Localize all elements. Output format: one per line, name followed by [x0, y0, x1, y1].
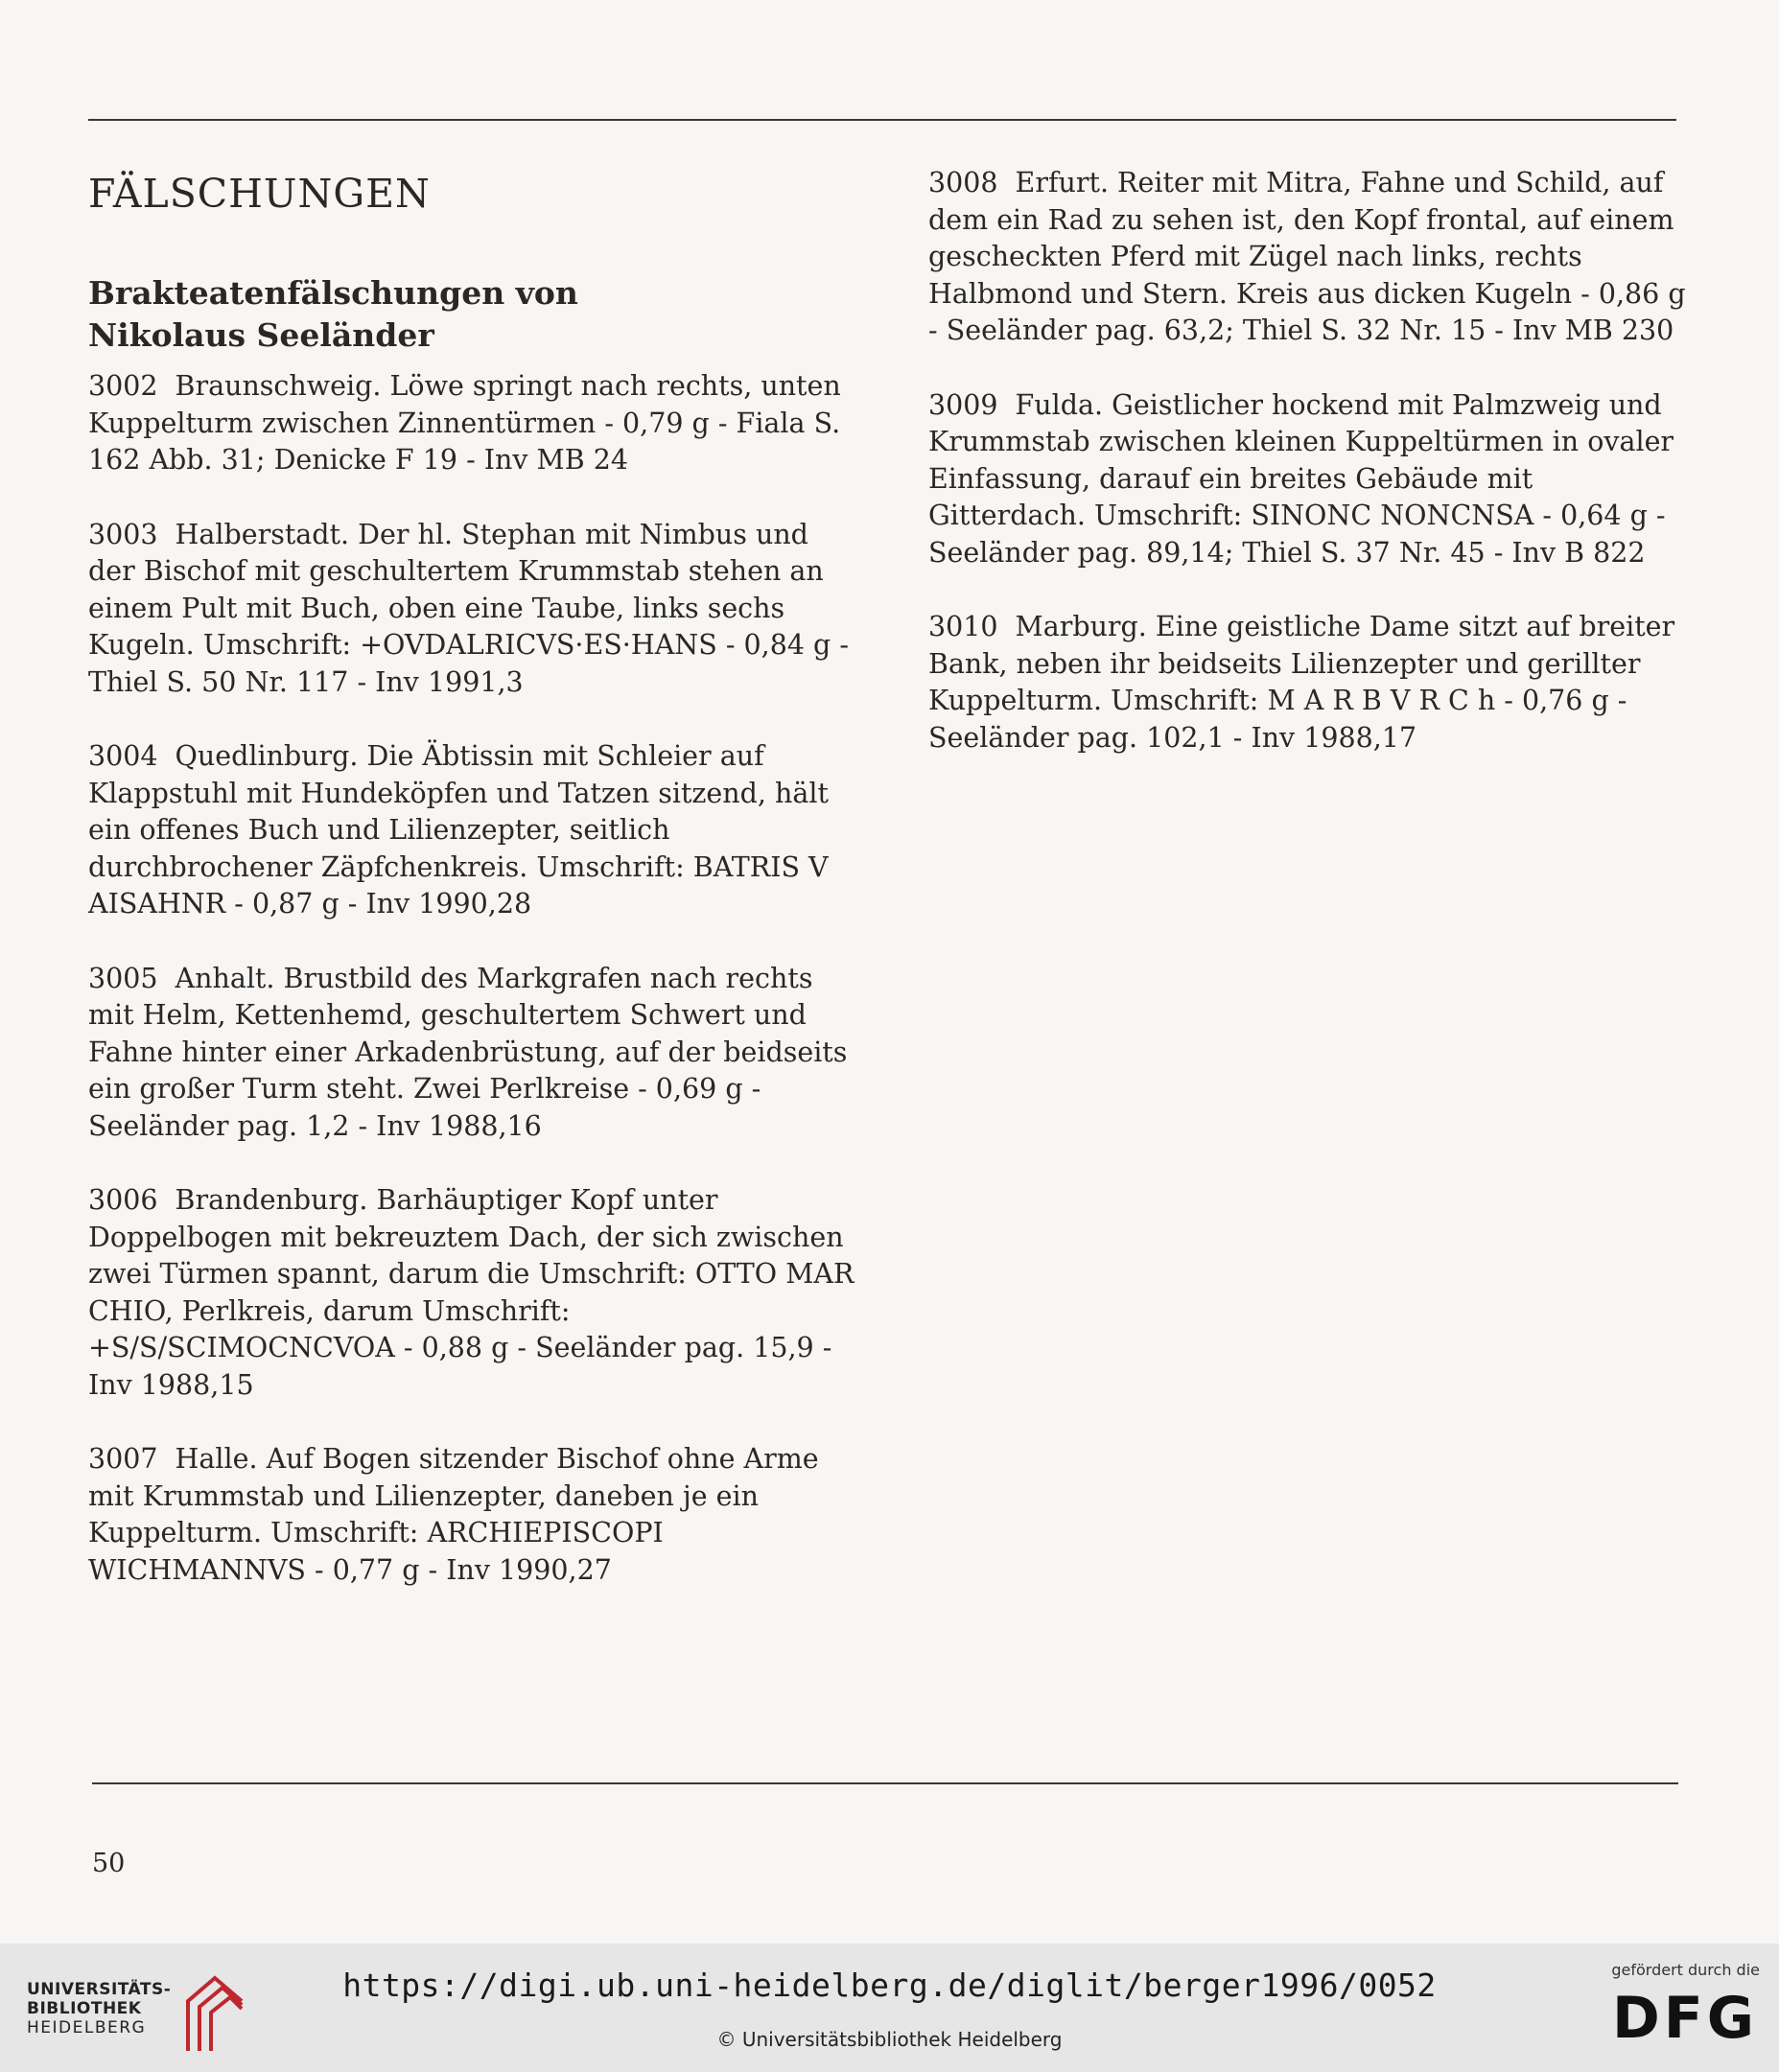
permalink-url[interactable]: https://digi.ub.uni-heidelberg.de/diglit/berger1996/0052: [342, 1967, 1437, 2004]
entry-text: Halle. Auf Bogen sitzender Bischof ohne Arme mit Krummstab und Lilienzepter, daneben je ein Kuppelturm. Umschrift: ARCHIEPISCOPI WICHMANNVS - 0,77 g - Inv 1990,27: [88, 1443, 819, 1586]
catalog-entry: [88, 1182, 855, 1404]
library-line-1: UNIVERSITÄTS-: [27, 1980, 172, 1999]
funder-wordmark: DFG: [1611, 1985, 1758, 2052]
entry-number: 3006: [88, 1184, 158, 1216]
catalog-entry: [928, 165, 1696, 350]
top-rule: [88, 119, 1676, 121]
entry-number: 3010: [928, 611, 998, 642]
entry-number: 3003: [88, 518, 158, 550]
entry-text: Marburg. Eine geistliche Dame sitzt auf breiter Bank, neben ihr beidseits Lilienzepter und gerillter Kuppelturm. Umschrift: M A R B V R C h - 0,76 g - Seeländer pag. 102,1 - Inv 1988,17: [928, 611, 1675, 754]
catalog-entry: [88, 1441, 855, 1589]
copyright-notice: © Universitätsbibliothek Heidelberg: [716, 2028, 1063, 2051]
entry-number: 3002: [88, 370, 158, 402]
left-column: [88, 169, 855, 1626]
entry-text: Fulda. Geistlicher hockend mit Palmzweig und Krummstab zwischen kleinen Kuppeltürmen in ovaler Einfassung, darauf ein breites Gebäude mit Gitterdach. Umschrift: SINONC NONCNSA - 0,64 g - Seeländer pag. 89,14; Thiel S. 37 Nr. 45 - Inv B 822: [928, 388, 1674, 569]
entry-text: Quedlinburg. Die Äbtissin mit Schleier auf Klappstuhl mit Hundeköpfen und Tatzen sitzend, hält ein offenes Buch und Lilienzepter, seitlich durchbrochener Zäpfchenkreis. Umschrift: BATRIS V AISAHNR - 0,87 g - Inv 1990,28: [88, 740, 829, 920]
dfg-logo: [1582, 1961, 1760, 2057]
entry-number: 3005: [88, 962, 158, 994]
library-line-2: BIBLIOTHEK: [27, 1999, 142, 2018]
entry-number: 3007: [88, 1443, 158, 1475]
left-entries: [88, 368, 855, 1589]
catalog-entry: [88, 738, 855, 923]
entry-text: Anhalt. Brustbild des Markgrafen nach rechts mit Helm, Kettenhemd, geschultertem Schwert und Fahne hinter einer Arkadenbrüstung, auf der beidseits ein großer Turm steht. Zwei Perlkreise - 0,69 g - Seeländer pag. 1,2 - Inv 1988,16: [88, 962, 848, 1142]
entry-text: Brandenburg. Barhäuptiger Kopf unter Doppelbogen mit bekreuztem Dach, der sich zwischen zwei Türmen spannt, darum die Umschrift: OTTO MAR CHIO, Perlkreis, darum Umschrift: +S/S/SCIMOCNCVOA - 0,88 g - Seeländer pag. 15,9 - Inv 1988,15: [88, 1184, 854, 1401]
subheading: [88, 272, 855, 357]
entry-text: Halberstadt. Der hl. Stephan mit Nimbus und der Bischof mit geschultertem Krummstab stehen an einem Pult mit Buch, oben eine Taube, links sechs Kugeln. Umschrift: +OVDALRICVS·ES·HANS - 0,84 g - Thiel S. 50 Nr. 117 - Inv 1991,3: [88, 518, 849, 698]
subheading-line-1: Brakteatenfälschungen von: [88, 274, 578, 312]
catalog-entry: [928, 609, 1696, 757]
catalog-entry: [88, 961, 855, 1146]
catalog-entry: [928, 387, 1696, 572]
entry-number: 3009: [928, 388, 998, 421]
entry-number: 3008: [928, 167, 998, 198]
entry-number: 3004: [88, 740, 158, 772]
section-title: FÄLSCHUNGEN: [88, 171, 431, 217]
library-line-3: HEIDELBERG: [27, 2018, 147, 2037]
subheading-line-2: Nikolaus Seeländer: [88, 316, 434, 354]
entry-text: Braunschweig. Löwe springt nach rechts, unten Kuppelturm zwischen Zinnentürmen - 0,79 g - Fiala S. 162 Abb. 31; Denicke F 19 - Inv MB 24: [88, 370, 841, 476]
catalog-entry: [88, 517, 855, 702]
catalog-entry: [88, 368, 855, 479]
digitization-footer: [0, 1944, 1779, 2072]
right-column: [928, 165, 1696, 794]
entry-text: Erfurt. Reiter mit Mitra, Fahne und Schild, auf dem ein Rad zu sehen ist, den Kopf frontal, auf einem gescheckten Pferd mit Zügel nach links, rechts Halbmond und Stern. Kreis aus dicken Kugeln - 0,86 g - Seeländer pag. 63,2; Thiel S. 32 Nr. 15 - Inv MB 230: [928, 167, 1686, 346]
funding-note: gefördert durch die: [1611, 1961, 1760, 1979]
page-number: 50: [92, 1849, 126, 1878]
bottom-rule: [92, 1782, 1678, 1784]
